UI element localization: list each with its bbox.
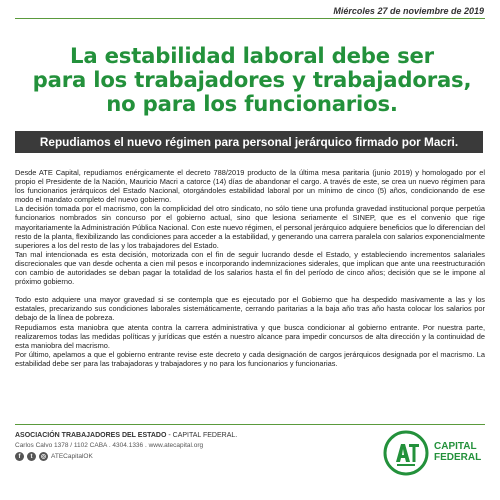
- social-handle[interactable]: ATECapitalOK: [51, 453, 93, 460]
- headline-line-2: para los trabajadores y trabajadoras,: [32, 67, 472, 92]
- org-suffix: - CAPITAL FEDERAL.: [166, 432, 238, 439]
- headline-line-1: La estabilidad laboral debe ser: [70, 43, 434, 68]
- paragraph: Por último, apelamos a que el gobierno entrante revise este decreto y cada designación de cargos jerárquicos designada por el macrismo. La estabilidad debe ser para las trabajadoras y trabajadores y no para los funcionarios y funcionarias.: [15, 349, 485, 368]
- headline-line-3: no para los funcionarios.: [106, 91, 398, 116]
- footer: [15, 432, 315, 461]
- paragraph: La decisión tomada por el macrismo, con la complicidad del otro sindicato, no sólo tiene una profunda gravedad institucional porque perpetúa funcionarios nombrados sin concurso por el gobierno actual, sino que lesiona seriamente el SINEP, que es el convenio que rige mayoritariamente la Administración Pública Nacional. Con este nuevo régimen, el personal jerárquico adquiere beneficios que lo diferencian del resto de la planta, flexibilizando las condiciones para acceder a la estabilidad, y generando una carrera paralela con salarios exponencialmente superiores a los del resto de las y los trabajadores del Estado.: [15, 204, 485, 250]
- paragraph: Desde ATE Capital, repudiamos enérgicamente el decreto 788/2019 producto de la última mesa paritaria (junio 2019) y homologado por el propio el Presidente de la Nación, Mauricio Macri a catorce (14) días de abandonar el cargo. A través de este, se crea un nuevo régimen para los funcionarios jerárquicos del Estado Nacional, otorgándoles estabilidad laboral por un mínimo de cinco (5) años, condicionando de ese modo el mandato completo del nuevo gobierno.: [15, 168, 485, 205]
- article-body: [15, 168, 485, 368]
- paragraph: Tan mal intencionada es esta decisión, motorizada con el fin de seguir lucrando desde el Estado, y estableciendo incrementos salariales discrecionales que van desde ochenta a cien mil pesos e incorporando indemnizaciones siderales, que implican que ante una reestructuración con cambio de autoridades se deban pagar la totalidad de los salarios hasta el fin del período de cinco años; decisión que se le impone al próximo gobierno.: [15, 249, 485, 287]
- paragraph: Todo esto adquiere una mayor gravedad si se contempla que es ejecutado por el Gobierno que ha despedido masivamente a las y los estatales, precarizando sus condiciones laborales sistemáticamente, cerrando paritarias a la baja año tras año hasta colocar los salarios por debajo de la línea de pobreza.: [15, 295, 485, 323]
- facebook-icon[interactable]: f: [15, 452, 24, 461]
- ate-logo: [383, 430, 429, 476]
- org-line: [15, 432, 315, 439]
- subheadline-bar: Repudiamos el nuevo régimen para personal jerárquico firmado por Macri.: [15, 131, 483, 153]
- date: Miércoles 27 de noviembre de 2019: [333, 6, 484, 16]
- org-name: ASOCIACIÓN TRABAJADORES DEL ESTADO: [15, 432, 167, 439]
- twitter-icon[interactable]: t: [27, 452, 36, 461]
- brand-line-2: FEDERAL: [434, 452, 482, 463]
- headline: [8, 44, 496, 116]
- bottom-divider: [15, 424, 485, 425]
- brand-line-1: CAPITAL: [434, 441, 477, 452]
- address: Carlos Calvo 1378 / 1102 CABA . 4304.1336 . www.atecapital.org: [15, 442, 204, 449]
- paragraph: Repudiamos esta maniobra que atenta contra la carrera administrativa y que busca condicionar al gobierno entrante. Por nuestra parte, realizaremos todas las medidas políticas y jurídicas que estén a nuestro alcance para impedir concursos de alta dirección y la continuidad de esta maniobra del macrismo.: [15, 322, 485, 350]
- social-row: [15, 452, 315, 461]
- top-divider: [15, 18, 485, 19]
- brand-text: [434, 441, 481, 463]
- instagram-icon[interactable]: ◎: [40, 454, 47, 460]
